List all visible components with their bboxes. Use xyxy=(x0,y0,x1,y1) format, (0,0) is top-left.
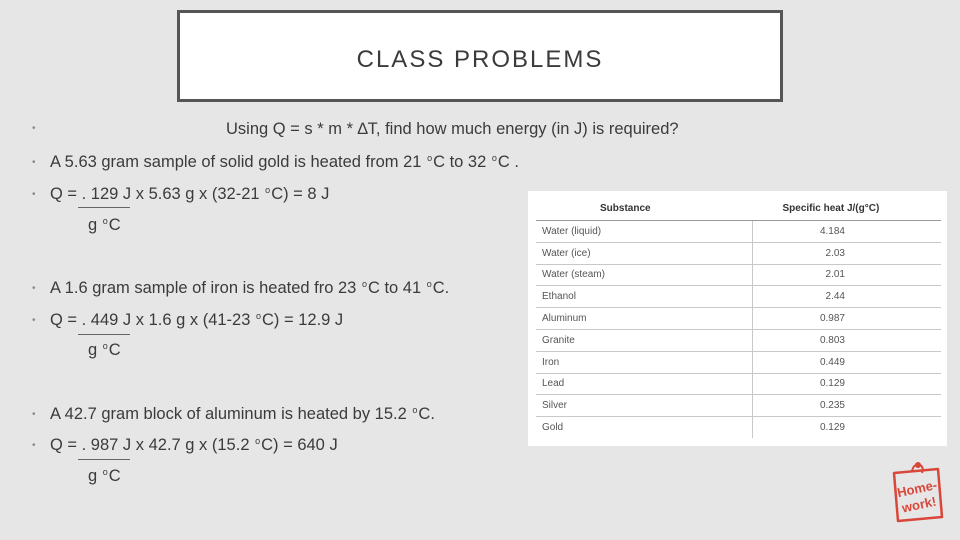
solution-2: Q = . 449 J x 1.6 g x (41-23 $^o$C) = 12.9 J xyxy=(50,311,344,329)
header-specific-heat: Specific heat J/(g°C) xyxy=(753,196,942,221)
homework-line1: Home- xyxy=(895,477,939,501)
homework-icon xyxy=(888,461,946,525)
specific-heat-cell: 0.129 xyxy=(753,373,942,395)
specific-heat-cell: 2.03 xyxy=(753,242,942,264)
bullet: • xyxy=(32,315,36,326)
fraction-line xyxy=(78,207,130,208)
table-row xyxy=(536,264,941,286)
problem-1: A 5.63 gram sample of solid gold is heated from 21 $^o$C to 32 $^o$C . xyxy=(50,153,519,171)
bullet: • xyxy=(32,440,36,451)
specific-heat-cell: 2.01 xyxy=(753,264,942,286)
specific-heat-cell: 0.129 xyxy=(753,417,942,438)
specific-heat-cell: 2.44 xyxy=(753,286,942,308)
specific-heat-table xyxy=(528,191,947,446)
specific-heat-cell: 0.449 xyxy=(753,351,942,373)
solution-3: Q = . 987 J x 42.7 g x (15.2 $^o$C) = 640 J xyxy=(50,436,338,454)
table-row xyxy=(536,373,941,395)
table-row xyxy=(536,395,941,417)
table-row xyxy=(536,242,941,264)
denominator-1: g $^o$C xyxy=(88,216,121,234)
table-row xyxy=(536,351,941,373)
title-box xyxy=(177,10,783,102)
intro-text: Using Q = s * m * ∆T, find how much energy (in J) is required? xyxy=(226,120,679,138)
substance-cell: Ethanol xyxy=(536,286,753,308)
bullet: • xyxy=(32,189,36,200)
solution-1: Q = . 129 J x 5.63 g x (32-21 $^o$C) = 8 J xyxy=(50,185,330,203)
table-row xyxy=(536,329,941,351)
specific-heat-cell: 4.184 xyxy=(753,221,942,243)
specific-heat-cell: 0.987 xyxy=(753,308,942,330)
table-header-row xyxy=(536,196,941,221)
substance-cell: Aluminum xyxy=(536,308,753,330)
table xyxy=(536,196,941,438)
substance-cell: Water (ice) xyxy=(536,242,753,264)
table-row xyxy=(536,286,941,308)
bullet: • xyxy=(32,157,36,168)
substance-cell: Gold xyxy=(536,417,753,438)
table-row xyxy=(536,221,941,243)
specific-heat-cell: 0.235 xyxy=(753,395,942,417)
bullet: • xyxy=(32,409,36,420)
fraction-line xyxy=(78,459,130,460)
table-row xyxy=(536,417,941,438)
header-substance: Substance xyxy=(536,196,753,221)
substance-cell: Water (liquid) xyxy=(536,221,753,243)
problem-2: A 1.6 gram sample of iron is heated fro 23 $^o$C to 41 $^o$C. xyxy=(50,279,450,297)
specific-heat-cell: 0.803 xyxy=(753,329,942,351)
bullet: • xyxy=(32,123,36,134)
homework-line2: work! xyxy=(900,493,938,516)
substance-cell: Silver xyxy=(536,395,753,417)
denominator-3: g $^o$C xyxy=(88,467,121,485)
table-row xyxy=(536,308,941,330)
problem-3: A 42.7 gram block of aluminum is heated by 15.2 $^o$C. xyxy=(50,405,435,423)
fraction-line xyxy=(78,334,130,335)
substance-cell: Iron xyxy=(536,351,753,373)
denominator-2: g $^o$C xyxy=(88,341,121,359)
substance-cell: Lead xyxy=(536,373,753,395)
substance-cell: Water (steam) xyxy=(536,264,753,286)
bullet: • xyxy=(32,283,36,294)
slide-title: CLASS PROBLEMS xyxy=(356,46,604,73)
substance-cell: Granite xyxy=(536,329,753,351)
